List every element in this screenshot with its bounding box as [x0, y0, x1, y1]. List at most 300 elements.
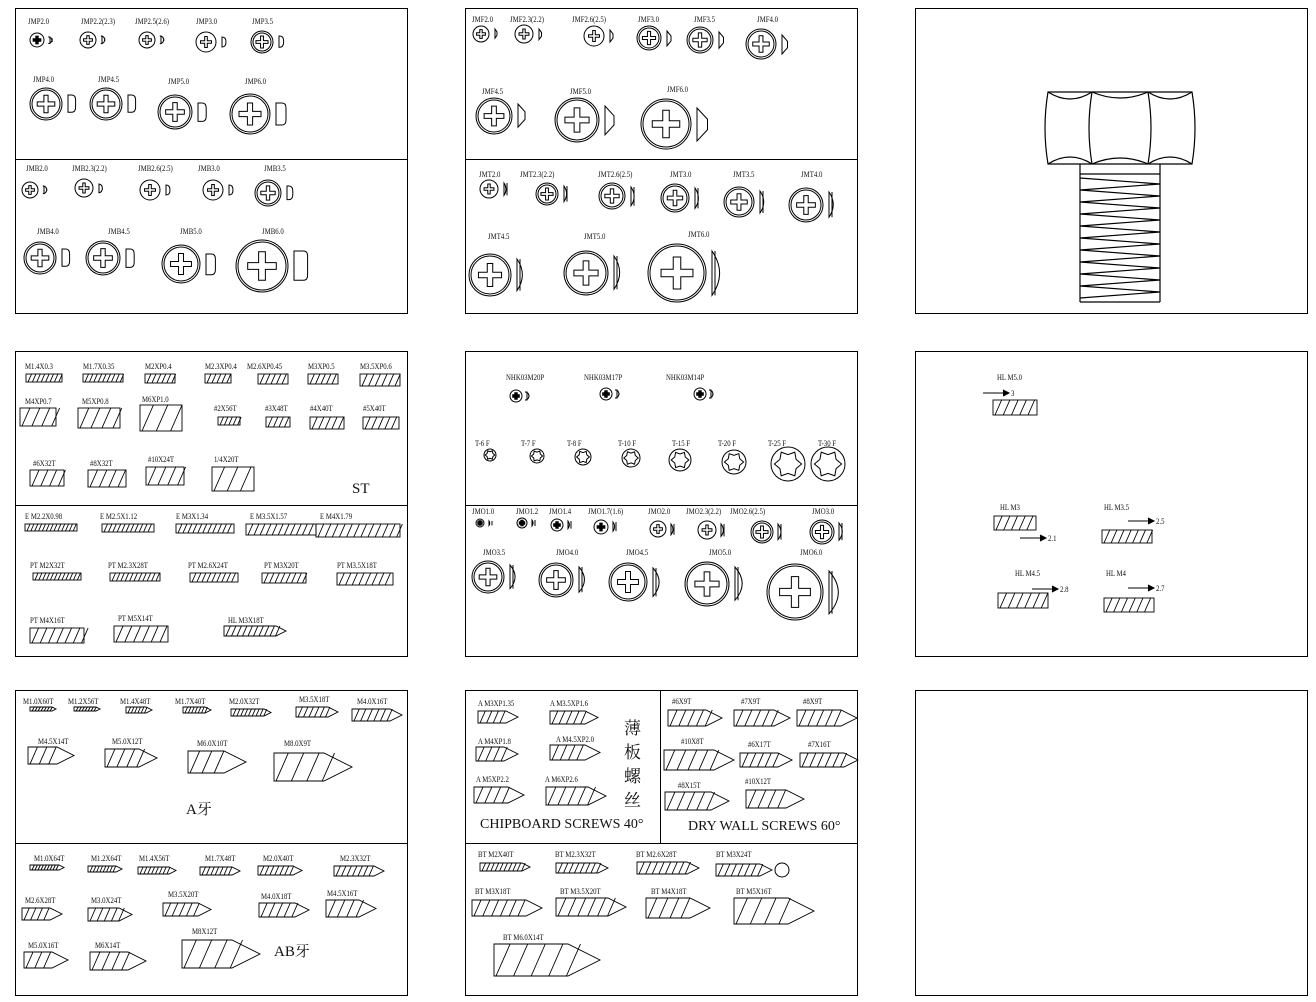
screw-head-profile-icon — [531, 519, 535, 529]
threaded-shank-icon — [360, 374, 402, 388]
part-label: #10X12T — [745, 777, 772, 786]
phillips-screw-head-icon — [598, 386, 614, 402]
part-label: M4.5X14T — [38, 737, 69, 746]
threaded-shank-icon — [102, 524, 156, 534]
screw-head-profile-icon — [165, 184, 173, 198]
threaded-shank-icon — [231, 709, 273, 718]
screw-head-profile-icon — [694, 187, 702, 211]
screw-head-profile-icon — [61, 248, 73, 269]
phillips-screw-head-icon — [234, 238, 290, 294]
part-label: JMP6.0 — [245, 77, 266, 86]
part-label: M1.7X0.35 — [83, 362, 115, 371]
threaded-shank-icon — [1104, 598, 1156, 614]
part-label: T-25 F — [768, 439, 787, 448]
torx-head-icon — [721, 449, 747, 475]
screw-head-profile-icon — [696, 107, 711, 144]
screw-head-profile-icon — [718, 31, 727, 51]
threaded-shank-icon — [337, 573, 395, 587]
phillips-screw-head-icon — [597, 181, 627, 211]
part-label: JMT3.5 — [733, 170, 755, 179]
part-label: T-7 F — [521, 439, 536, 448]
part-label: PT M2X32T — [30, 561, 65, 570]
part-label: #4X40T — [310, 404, 333, 413]
part-label: PT M2.3X28T — [108, 561, 148, 570]
phillips-screw-head-icon — [683, 560, 731, 608]
phillips-screw-head-icon — [808, 518, 836, 546]
part-label: M1.0X60T — [23, 697, 54, 706]
phillips-screw-head-icon — [685, 25, 715, 55]
part-label: HL M4 — [1106, 569, 1126, 578]
phillips-screw-head-icon — [534, 181, 560, 207]
part-label: A M4XP1.8 — [478, 737, 511, 746]
threaded-shank-icon — [20, 408, 58, 428]
threaded-shank-icon — [105, 749, 159, 769]
torx-head-icon — [483, 448, 497, 462]
threaded-shank-icon — [258, 374, 290, 386]
part-label: M8.0X9T — [284, 739, 312, 748]
threaded-shank-icon — [550, 711, 600, 726]
threaded-shank-icon — [556, 863, 610, 875]
part-label: JMF2.0 — [472, 15, 493, 24]
threaded-shank-icon — [665, 792, 731, 812]
phillips-screw-head-icon — [249, 29, 275, 55]
screw-head-profile-icon — [563, 185, 569, 205]
screw-head-profile-icon — [567, 520, 572, 532]
threaded-shank-icon — [734, 710, 792, 728]
part-label: JMO2.6(2.5) — [730, 507, 766, 516]
phillips-screw-head-icon — [562, 249, 610, 297]
round-end-icon — [774, 862, 790, 878]
screw-head-profile-icon — [538, 28, 545, 43]
dimension-label: 2.8 — [1060, 585, 1069, 594]
part-label: PT M5X14T — [118, 614, 153, 623]
part-label: M6XP1.0 — [142, 395, 169, 404]
screw-head-profile-icon — [720, 523, 726, 539]
part-label: T-10 F — [618, 439, 637, 448]
part-label: JMP4.5 — [98, 75, 119, 84]
screw-head-profile-icon — [275, 102, 289, 128]
phillips-screw-head-icon — [508, 388, 524, 404]
threaded-shank-icon — [646, 898, 712, 920]
part-label: M2.0X40T — [263, 854, 294, 863]
threaded-shank-icon — [114, 626, 170, 644]
part-label: #5X40T — [363, 404, 386, 413]
phillips-screw-head-icon — [696, 519, 718, 541]
part-label: JMF6.0 — [667, 85, 688, 94]
threaded-shank-icon — [200, 867, 242, 877]
phillips-screw-head-icon — [137, 30, 157, 50]
part-label: JMP2.2(2.3) — [81, 17, 116, 26]
threaded-shank-icon — [262, 573, 308, 585]
phillips-screw-head-icon — [513, 23, 535, 45]
screw-head-profile-icon — [710, 389, 716, 401]
part-label: M2.3XP0.4 — [205, 362, 237, 371]
part-label: E M3X1.34 — [176, 512, 209, 521]
screw-head-profile-icon — [759, 190, 767, 216]
threaded-shank-icon — [998, 593, 1050, 610]
screw-head-profile-icon — [98, 183, 105, 196]
threaded-shank-icon — [296, 707, 340, 719]
part-label: M1.0X64T — [34, 854, 65, 863]
part-label: NHK03M17P — [584, 373, 623, 382]
phillips-screw-head-icon — [582, 24, 606, 48]
phillips-screw-head-icon — [160, 243, 202, 285]
threaded-shank-icon — [25, 524, 79, 533]
screw-head-profile-icon — [777, 523, 784, 543]
part-label: JMO1.4 — [549, 507, 572, 516]
screw-head-profile-icon — [578, 566, 589, 595]
phillips-screw-head-icon — [692, 386, 708, 402]
threaded-shank-icon — [478, 711, 520, 725]
part-label: T-6 F — [475, 439, 490, 448]
part-label: JMF5.0 — [570, 87, 591, 96]
threaded-shank-icon — [472, 900, 544, 918]
phillips-screw-head-icon — [646, 242, 708, 304]
threaded-shank-icon — [183, 707, 213, 715]
dimension-arrow-icon — [1128, 516, 1154, 526]
part-label: T-30 F — [818, 439, 837, 448]
part-label: JMO2.3(2.2) — [686, 507, 722, 516]
screw-head-profile-icon — [517, 103, 528, 130]
dimension-label: 2.7 — [1156, 584, 1165, 593]
threaded-shank-icon — [24, 952, 70, 970]
part-label: #8X9T — [803, 697, 823, 706]
cjk-char-bo: 薄 — [624, 719, 641, 739]
screw-head-profile-icon — [127, 94, 139, 115]
threaded-shank-icon — [746, 790, 806, 810]
part-label: #6X17T — [748, 740, 771, 749]
threaded-shank-icon — [78, 408, 122, 430]
dimension-arrow-icon — [983, 388, 1009, 398]
phillips-screw-head-icon — [607, 561, 649, 603]
threaded-shank-icon — [30, 707, 58, 713]
st-label: ST — [352, 481, 370, 497]
phillips-screw-head-icon — [22, 240, 58, 276]
screw-head-profile-icon — [666, 30, 674, 49]
part-label: JMP3.5 — [252, 17, 273, 26]
divider-1 — [15, 159, 408, 160]
part-label: M1.4X0.3 — [25, 362, 53, 371]
threaded-shank-icon — [316, 524, 402, 539]
phillips-screw-head-icon — [28, 31, 46, 49]
part-label: #10X8T — [681, 737, 704, 746]
threaded-shank-icon — [26, 374, 64, 384]
cjk-char-ban: 板 — [624, 743, 641, 763]
divider-5 — [465, 505, 858, 506]
phillips-screw-head-icon — [138, 178, 162, 202]
screw-head-profile-icon — [509, 564, 519, 592]
screw-head-profile-icon — [160, 35, 167, 47]
part-label: M2.3X32T — [340, 854, 371, 863]
hex-bolt-icon — [1040, 88, 1200, 304]
phillips-screw-head-icon — [787, 186, 825, 224]
part-label: E M4X1.79 — [320, 512, 353, 521]
torx-head-icon — [770, 446, 806, 482]
part-label: HL M4.5 — [1015, 569, 1041, 578]
part-label: BT M3X18T — [475, 887, 511, 896]
screw-head-profile-icon — [711, 250, 725, 298]
part-label: JMO1.2 — [516, 507, 539, 516]
part-label: JMO1.7(1.6) — [588, 507, 624, 516]
screw-head-profile-icon — [604, 105, 617, 138]
screw-head-profile-icon — [67, 94, 79, 115]
part-label: M1.7X40T — [175, 697, 206, 706]
torx-head-icon — [574, 448, 592, 466]
part-label: 1/4X20T — [214, 455, 239, 464]
part-label: HL M3X18T — [228, 616, 264, 625]
part-label: PT M3.5X18T — [337, 561, 377, 570]
phillips-screw-head-icon — [749, 519, 775, 545]
phillips-screw-head-icon — [474, 517, 486, 529]
screw-head-profile-icon — [125, 248, 137, 270]
part-label: M4.0X18T — [261, 892, 292, 901]
part-label: JMO2.0 — [648, 507, 671, 516]
part-label: BT M6.0X14T — [503, 933, 544, 942]
threaded-shank-icon — [326, 900, 378, 919]
part-label: JMP2.5(2.6) — [135, 17, 170, 26]
threaded-shank-icon — [664, 750, 736, 772]
part-label: E M3.5X1.57 — [250, 512, 288, 521]
screw-head-profile-icon — [670, 523, 676, 538]
part-label: #8X32T — [90, 459, 113, 468]
screw-head-profile-icon — [526, 391, 532, 403]
threaded-shank-icon — [110, 573, 162, 583]
threaded-shank-icon — [259, 903, 311, 919]
threaded-shank-icon — [176, 524, 236, 535]
phillips-screw-head-icon — [515, 516, 529, 530]
torx-head-icon — [810, 446, 846, 482]
part-label: JMB3.0 — [198, 164, 220, 173]
part-label: M1.4X56T — [139, 854, 170, 863]
part-label: M2.0X32T — [229, 697, 260, 706]
part-label: JMF3.0 — [638, 15, 659, 24]
torx-head-icon — [621, 448, 641, 468]
threaded-shank-icon — [480, 863, 532, 873]
part-label: JMB3.5 — [264, 164, 286, 173]
part-label: BT M2X40T — [478, 850, 514, 859]
part-label: M2.6XP0.45 — [247, 362, 283, 371]
phillips-screw-head-icon — [471, 24, 491, 44]
phillips-screw-head-icon — [228, 92, 272, 136]
threaded-shank-icon — [182, 940, 262, 970]
phillips-screw-head-icon — [253, 178, 283, 208]
threaded-shank-icon — [88, 866, 124, 874]
part-label: M5.0X12T — [112, 737, 143, 746]
chipboard-title: CHIPBOARD SCREWS 40° — [480, 817, 644, 832]
phillips-screw-head-icon — [635, 24, 663, 52]
threaded-shank-icon — [494, 944, 602, 978]
phillips-screw-head-icon — [467, 252, 513, 298]
part-label: E M2.2X0.98 — [25, 512, 63, 521]
threaded-shank-icon — [212, 467, 256, 493]
threaded-shank-icon — [994, 516, 1038, 532]
part-label: BT M5X16T — [736, 887, 772, 896]
threaded-shank-icon — [83, 374, 125, 384]
part-label: JMO1.0 — [472, 507, 495, 516]
screw-head-profile-icon — [516, 258, 526, 294]
part-label: #2X56T — [214, 404, 237, 413]
phillips-screw-head-icon — [537, 561, 575, 599]
part-label: NHK03M14P — [666, 373, 705, 382]
threaded-shank-icon — [476, 747, 520, 763]
threaded-shank-icon — [668, 710, 724, 728]
screw-head-profile-icon — [101, 35, 108, 47]
part-label: JMP5.0 — [168, 77, 189, 86]
phillips-screw-head-icon — [28, 86, 64, 122]
phillips-screw-head-icon — [201, 178, 225, 202]
phillips-screw-head-icon — [549, 517, 565, 533]
threaded-shank-icon — [550, 745, 602, 762]
part-label: M4.5X16T — [327, 889, 358, 898]
threaded-shank-icon — [474, 787, 526, 805]
part-label: BT M3X24T — [716, 850, 752, 859]
part-label: M4XP0.7 — [25, 397, 52, 406]
phillips-screw-head-icon — [765, 562, 825, 622]
threaded-shank-icon — [74, 707, 102, 713]
part-label: JMT2.6(2.5) — [598, 170, 633, 179]
part-label: JMF2.6(2.5) — [572, 15, 607, 24]
part-label: HL M5.0 — [997, 373, 1023, 382]
threaded-shank-icon — [716, 864, 774, 878]
screw-head-profile-icon — [278, 35, 287, 50]
part-label: M1.2X64T — [91, 854, 122, 863]
screw-head-profile-icon — [838, 522, 845, 543]
threaded-shank-icon — [88, 470, 128, 489]
threaded-shank-icon — [556, 898, 628, 918]
phillips-screw-head-icon — [20, 180, 40, 200]
part-label: M1.2X56T — [68, 697, 99, 706]
threaded-shank-icon — [800, 753, 860, 769]
part-label: JMF3.5 — [694, 15, 715, 24]
phillips-screw-head-icon — [744, 27, 778, 61]
part-label: BT M2.3X32T — [555, 850, 596, 859]
part-label: E M2.5X1.12 — [100, 512, 138, 521]
threaded-shank-icon — [734, 898, 816, 926]
threaded-shank-icon — [308, 374, 340, 386]
screw-head-profile-icon — [828, 191, 837, 220]
part-label: JMB2.6(2.5) — [138, 164, 173, 173]
screw-head-profile-icon — [652, 567, 664, 599]
threaded-shank-icon — [140, 405, 184, 433]
threaded-shank-icon — [266, 417, 292, 429]
part-label: #7X9T — [741, 697, 761, 706]
phillips-screw-head-icon — [478, 178, 500, 200]
phillips-screw-head-icon — [722, 185, 756, 219]
threaded-shank-icon — [163, 903, 213, 918]
dimension-label: 3 — [1011, 389, 1015, 398]
threaded-shank-icon — [30, 628, 86, 645]
part-label: T-20 F — [718, 439, 737, 448]
threaded-shank-icon — [740, 753, 794, 769]
cjk-char-si: 丝 — [624, 791, 641, 811]
screw-head-profile-icon — [828, 570, 844, 617]
threaded-shank-icon — [33, 573, 83, 582]
part-label: #8X15T — [678, 781, 701, 790]
part-label: JMF4.5 — [482, 87, 503, 96]
part-label: JMO4.5 — [626, 548, 649, 557]
threaded-shank-icon — [224, 626, 288, 638]
threaded-shank-icon — [88, 908, 134, 923]
part-label: M1.4X48T — [120, 697, 151, 706]
part-label: JMB4.0 — [37, 227, 59, 236]
phillips-screw-head-icon — [84, 239, 122, 277]
drywall-title: DRY WALL SCREWS 60° — [688, 819, 841, 834]
threaded-shank-icon — [637, 862, 701, 876]
sheet-4-machine-threads — [15, 351, 408, 657]
phillips-screw-head-icon — [78, 30, 98, 50]
cjk-char-luo: 螺 — [624, 767, 641, 787]
divider-2 — [465, 159, 858, 160]
threaded-shank-icon — [190, 573, 240, 584]
part-label: A M3.5XP1.6 — [550, 699, 588, 708]
divider-7 — [15, 843, 408, 844]
screw-head-profile-icon — [616, 389, 622, 401]
part-label: JMT4.0 — [801, 170, 823, 179]
threaded-shank-icon — [246, 524, 318, 537]
part-label: M2.6X28T — [25, 896, 56, 905]
part-label: HL M3.5 — [1104, 503, 1130, 512]
part-label: PT M3X20T — [264, 561, 299, 570]
screw-head-profile-icon — [781, 34, 791, 57]
part-label: M6.0X10T — [197, 739, 228, 748]
dimension-arrow-icon — [1020, 533, 1046, 543]
screw-head-profile-icon — [205, 253, 218, 278]
part-label: JMT2.0 — [479, 170, 501, 179]
screw-head-profile-icon — [49, 36, 55, 46]
part-label: #10X24T — [148, 455, 175, 464]
part-label: JMB2.0 — [26, 164, 48, 173]
threaded-shank-icon — [274, 753, 354, 783]
part-label: NHK03M20P — [506, 373, 545, 382]
phillips-screw-head-icon — [474, 96, 514, 136]
phillips-screw-head-icon — [648, 519, 668, 539]
threaded-shank-icon — [310, 417, 346, 431]
sheet-9-blank — [915, 690, 1308, 996]
threaded-shank-icon — [126, 707, 154, 715]
part-label: JMF4.0 — [757, 15, 778, 24]
part-label: BT M3.5X20T — [560, 887, 601, 896]
threaded-shank-icon — [146, 467, 186, 487]
part-label: PT M2.6X24T — [188, 561, 228, 570]
screw-head-profile-icon — [228, 184, 236, 198]
screw-head-profile-icon — [609, 29, 616, 45]
part-label: #3X48T — [265, 404, 288, 413]
phillips-screw-head-icon — [553, 96, 601, 144]
screw-head-profile-icon — [613, 255, 624, 292]
threaded-shank-icon — [22, 908, 64, 922]
part-label: JMT2.3(2.2) — [520, 170, 555, 179]
dimension-label: 2.1 — [1048, 534, 1057, 543]
divider-4 — [15, 505, 408, 506]
dimension-arrow-icon — [1032, 584, 1058, 594]
part-label: M3.5X18T — [299, 695, 330, 704]
divider-8h — [465, 843, 858, 844]
phillips-screw-head-icon — [156, 93, 194, 131]
screw-head-profile-icon — [43, 185, 50, 197]
phillips-screw-head-icon — [470, 559, 506, 595]
dimension-arrow-icon — [1128, 583, 1154, 593]
part-label: A M6XP2.6 — [545, 775, 578, 784]
part-label: BT M4X18T — [651, 887, 687, 896]
part-label: JMO3.5 — [483, 548, 506, 557]
threaded-shank-icon — [1102, 530, 1154, 545]
threaded-shank-icon — [28, 747, 76, 766]
phillips-screw-head-icon — [592, 518, 610, 536]
threaded-shank-icon — [90, 952, 148, 972]
screw-head-profile-icon — [734, 566, 747, 603]
part-label: M1.7X48T — [205, 854, 236, 863]
threaded-shank-icon — [352, 709, 404, 723]
